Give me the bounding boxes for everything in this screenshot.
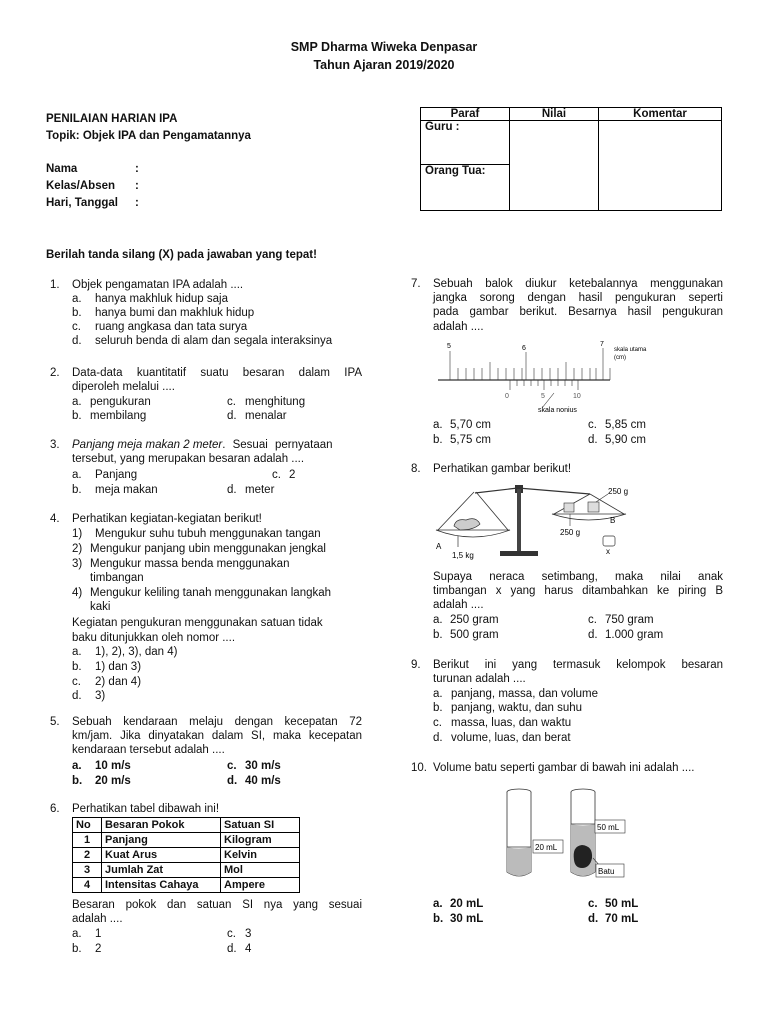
q10-opt-a: 20 mL [450,898,484,910]
q9-opt-d: volume, luas, dan berat [451,732,571,744]
vernier-scale-ticks [510,380,578,390]
q2-opt-c: menghitung [245,396,306,408]
pan-a-label: A [436,542,442,551]
right-weight-2 [588,502,599,512]
right-level-label: 50 mL [597,823,620,832]
q4-item-1-num: 1) [72,528,83,540]
q6-opt-d-letter: d. [227,943,237,955]
q4-opt-a-letter: a. [72,646,82,658]
q5-opt-b-letter: b. [72,775,83,787]
q2-opt-a: pengukuran [90,396,151,408]
q6-cell-no: 4 [73,878,102,893]
table-row [73,833,300,848]
q10-opt-d-letter: d. [588,913,599,925]
q2-number: 2. [50,367,60,379]
left-string-2 [476,492,508,530]
test-title: PENILAIAN HARIAN IPA [46,113,178,125]
q7-text-line4: adalah .... [433,321,484,333]
left-cylinder-liquid [507,847,531,876]
q2-text-line1: Data-data kuantitatif suatu besaran dalam IPA [72,367,362,379]
q4-question-line2: baku ditunjukkan oleh nomor .... [72,632,236,644]
vernier-tick-5: 5 [541,393,545,400]
q8-opt-b: 500 gram [450,629,499,641]
scale-beam-right [518,488,590,494]
q1-opt-a-letter: a. [72,293,82,305]
q6-cell-besaran: Intensitas Cahaya [102,878,221,893]
q10-opt-c: 50 mL [605,898,639,910]
guru-cell: Guru : [421,121,510,165]
q5-opt-c-letter: c. [227,760,237,772]
q7-opt-b: 5,75 cm [450,434,491,446]
q7-text-line1: Sebuah balok diukur ketebalannya menggunakan [433,278,723,290]
unknown-weight-label: x [606,547,610,556]
q5-opt-a: 10 m/s [95,760,131,772]
q1-opt-c-letter: c. [72,321,81,333]
scale-beam-left [475,488,518,493]
q3-rest: . Sesuai pernyataan [222,439,333,451]
q8-text-line1: Supaya neraca setimbang, maka nilai anak [433,571,723,583]
q10-text: Volume batu seperti gambar di bawah ini adalah .... [433,762,695,774]
pan-b-label: B [610,516,616,525]
q4-item-3-cont: timbangan [90,572,144,584]
q8-opt-a: 250 gram [450,614,499,626]
vernier-caliper-figure [430,338,690,416]
q9-opt-c-letter: c. [433,717,442,729]
scale-base [500,551,538,556]
q5-opt-d: 40 m/s [245,775,281,787]
q1-opt-d: seluruh benda di alam dan segala interaksinya [95,335,333,347]
q7-opt-a-letter: a. [433,419,443,431]
q4-question-line1: Kegiatan pengukuran menggunakan satuan tidak [72,617,323,629]
q5-text-line1: Sebuah kendaraan melaju dengan kecepatan 72 [72,716,362,728]
side-weight-label: 250 g [560,528,581,537]
scale-pillar [517,489,521,551]
table-row [73,878,300,893]
q7-opt-d: 5,90 cm [605,434,646,446]
q6-th-satuan: Satuan SI [221,818,300,833]
q7-text-line2: jangka sorong dengan hasil pengukuran seperti [433,292,723,304]
q7-opt-b-letter: b. [433,434,443,446]
q6-cell-satuan: Ampere [221,878,300,893]
q8-opt-d-letter: d. [588,629,598,641]
orang-tua-cell: Orang Tua: [421,165,510,211]
left-pan [436,530,510,537]
top-weight-label: 250 g [608,487,629,496]
q6-cell-satuan: Kelvin [221,848,300,863]
q8-opt-d: 1.000 gram [605,629,664,641]
q5-opt-a-letter: a. [72,760,82,772]
q1-opt-b-letter: b. [72,307,82,319]
q1-opt-c: ruang angkasa dan tata surya [95,321,248,333]
q9-text-line2: turunan adalah .... [433,673,526,685]
q8-text: Perhatikan gambar berikut! [433,463,572,475]
main-scale-ticks [450,348,610,380]
q4-opt-d: 3) [95,690,106,702]
q6-cell-no: 2 [73,848,102,863]
signature-table [420,107,722,211]
q8-opt-c: 750 gram [605,614,654,626]
q6-cell-satuan: Kilogram [221,833,300,848]
q5-opt-c: 30 m/s [245,760,281,772]
right-weight-1 [564,503,574,512]
q3-opt-c-letter: c. [272,469,281,481]
q3-opt-a-letter: a. [72,469,82,481]
q5-opt-d-letter: d. [227,775,238,787]
q2-opt-d-letter: d. [227,410,237,422]
q6-opt-c: 3 [245,928,252,940]
q4-opt-a: 1), 2), 3), dan 4) [95,646,178,658]
left-mass-label: 1,5 kg [452,551,474,560]
q5-number: 5. [50,716,60,728]
q8-opt-b-letter: b. [433,629,443,641]
q8-text-line2: timbangan x yang harus ditambahkan ke piring B [433,585,723,597]
name-label: Nama [46,163,78,175]
q4-item-4: Mengukur keliling tanah menggunakan langkah [90,587,332,599]
q7-text-line3: pada gambar berikut. Besarnya hasil pengukuran [433,306,723,318]
q9-opt-d-letter: d. [433,732,443,744]
left-rock [454,519,480,530]
q6-cell-satuan: Mol [221,863,300,878]
q10-opt-a-letter: a. [433,898,443,910]
q6-cell-besaran: Kuat Arus [102,848,221,863]
date-label: Hari, Tanggal [46,197,118,209]
class-label: Kelas/Absen [46,180,116,192]
table-row [73,848,300,863]
q9-text-line1: Berikut ini yang termasuk kelompok besaran [433,659,723,671]
q5-text-line3: kendaraan tersebut adalah .... [72,744,225,756]
q1-number: 1. [50,279,60,291]
q10-opt-c-letter: c. [588,898,598,910]
komentar-cell [599,121,722,211]
main-tick-6: 6 [522,345,526,352]
vernier-scale-label: skala nonius [538,407,577,414]
stone [574,845,592,868]
q8-opt-a-letter: a. [433,614,443,626]
name-colon: : [135,163,139,175]
unknown-weight [603,536,615,546]
main-tick-5: 5 [447,343,451,350]
q7-opt-a: 5,70 cm [450,419,491,431]
q4-item-3: Mengukur massa benda menggunakan [90,558,290,570]
q6-table-header [73,818,300,833]
q6-table [72,817,300,893]
main-tick-7: 7 [600,341,604,348]
q6-cell-no: 1 [73,833,102,848]
main-scale-label: skala utama [614,347,647,353]
balance-scale-figure [430,480,650,562]
q3-text-line1 [72,438,333,452]
q9-opt-a: panjang, massa, dan volume [451,688,599,700]
q1-opt-b: hanya bumi dan makhluk hidup [95,307,255,319]
q6-th-besaran: Besaran Pokok [102,818,221,833]
q4-opt-b-letter: b. [72,661,82,673]
nilai-cell [510,121,599,211]
q4-text: Perhatikan kegiatan-kegiatan berikut! [72,513,262,525]
q4-item-2: Mengukur panjang ubin menggunakan jengkal [90,543,326,555]
q1-opt-a: hanya makhluk hidup saja [95,293,228,305]
test-topic: Topik: Objek IPA dan Pengamatannya [46,130,251,142]
q8-opt-c-letter: c. [588,614,597,626]
class-colon: : [135,180,139,192]
q3-opt-b: meja makan [95,484,158,496]
vernier-tick-10: 10 [573,393,581,400]
q4-opt-c-letter: c. [72,676,81,688]
main-scale-unit: (cm) [614,355,626,361]
q3-italic: Panjang meja makan 2 meter [72,439,223,451]
q6-cell-besaran: Jumlah Zat [102,863,221,878]
q3-opt-a: Panjang [95,469,138,481]
q9-opt-b-letter: b. [433,702,443,714]
q3-opt-d-letter: d. [227,484,237,496]
q6-question-line1: Besaran pokok dan satuan SI nya yang sesuai [72,899,362,911]
paraf-header: Paraf [421,108,510,121]
q3-opt-d: meter [245,484,275,496]
q4-number: 4. [50,513,60,525]
q6-opt-d: 4 [245,943,252,955]
q4-item-4-num: 4) [72,587,83,599]
q6-question-line2: adalah .... [72,913,123,925]
q3-text-line2: tersebut, yang merupakan besaran adalah .... [72,453,305,465]
q6-th-no: No [73,818,102,833]
q10-opt-b: 30 mL [450,913,484,925]
q3-opt-c: 2 [289,469,296,481]
q7-opt-c-letter: c. [588,419,597,431]
q7-opt-c: 5,85 cm [605,419,646,431]
date-colon: : [135,197,139,209]
q9-opt-c: massa, luas, dan waktu [451,717,572,729]
q2-text-line2: diperoleh melalui .... [72,381,175,393]
q2-opt-a-letter: a. [72,396,82,408]
instruction: Berilah tanda silang (X) pada jawaban yang tepat! [46,249,317,261]
q6-opt-c-letter: c. [227,928,236,940]
q8-number: 8. [411,463,421,475]
q6-number: 6. [50,803,60,815]
measuring-cylinder-figure [500,782,640,886]
q8-text-line3: adalah .... [433,599,484,611]
q5-opt-b: 20 m/s [95,775,131,787]
q4-item-2-num: 2) [72,543,83,555]
school-year: Tahun Ajaran 2019/2020 [313,58,455,72]
q2-opt-b-letter: b. [72,410,82,422]
q6-opt-a-letter: a. [72,928,82,940]
q6-opt-b-letter: b. [72,943,82,955]
q9-opt-a-letter: a. [433,688,443,700]
q4-item-1: Mengukur suhu tubuh menggunakan tangan [95,528,321,540]
q6-cell-no: 3 [73,863,102,878]
q2-opt-b: membilang [90,410,147,422]
vernier-tick-0: 0 [505,393,509,400]
q1-text: Objek pengamatan IPA adalah .... [72,279,244,291]
q6-opt-b: 2 [95,943,102,955]
q10-opt-b-letter: b. [433,913,444,925]
table-row [73,863,300,878]
nilai-header: Nilai [510,108,599,121]
q1-opt-d-letter: d. [72,335,82,347]
q10-opt-d: 70 mL [605,913,639,925]
school-name: SMP Dharma Wiweka Denpasar [290,40,478,54]
q4-item-4-cont: kaki [90,601,111,613]
q4-opt-c: 2) dan 4) [95,676,142,688]
q2-opt-d: menalar [245,410,287,422]
q10-number: 10. [411,762,427,774]
q3-number: 3. [50,439,60,451]
komentar-header: Komentar [599,108,722,121]
q3-opt-b-letter: b. [72,484,82,496]
q6-cell-besaran: Panjang [102,833,221,848]
q6-text: Perhatikan tabel dibawah ini! [72,803,220,815]
q6-opt-a: 1 [95,928,102,940]
q4-opt-d-letter: d. [72,690,82,702]
q7-opt-d-letter: d. [588,434,598,446]
q7-number: 7. [411,278,421,290]
q5-text-line2: km/jam. Jika dinyatakan dalam SI, maka kecepatan [72,730,362,742]
q9-opt-b: panjang, waktu, dan suhu [451,702,583,714]
stone-label: Batu [598,867,615,876]
q2-opt-c-letter: c. [227,396,236,408]
q4-item-3-num: 3) [72,558,83,570]
left-level-label: 20 mL [535,843,558,852]
q4-opt-b: 1) dan 3) [95,661,142,673]
q9-number: 9. [411,659,421,671]
